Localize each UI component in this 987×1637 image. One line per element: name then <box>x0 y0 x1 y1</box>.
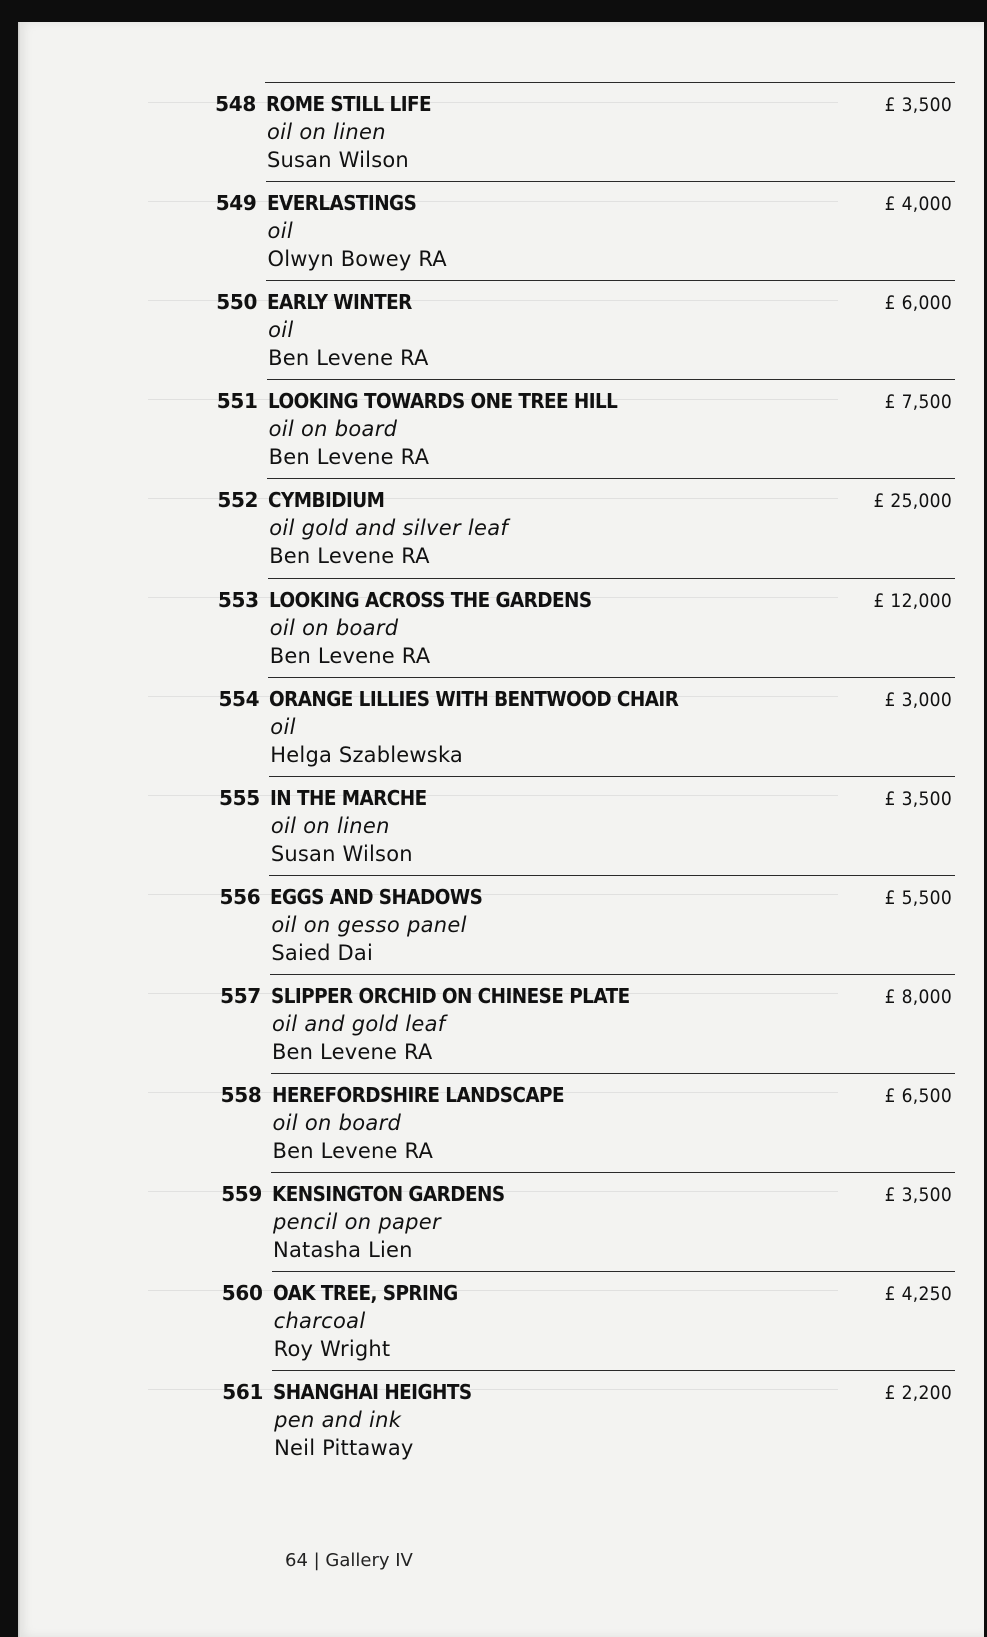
entry-divider <box>270 974 955 975</box>
entry-divider <box>268 578 955 579</box>
entry-divider <box>267 478 955 479</box>
entry-number: 549 <box>215 191 257 216</box>
entry-number: 551 <box>216 389 258 414</box>
catalogue-entry <box>18 1073 984 1172</box>
entry-medium: oil on gesso panel <box>271 912 467 937</box>
entry-artist: Natasha Lien <box>273 1238 413 1263</box>
entry-artist: Susan Wilson <box>270 841 413 866</box>
catalogue-entry <box>18 379 984 478</box>
entry-number: 550 <box>216 290 258 315</box>
entry-artist: Ben Levene RA <box>272 1139 434 1163</box>
entry-price: £ 3,000 <box>884 688 952 711</box>
entry-number: 560 <box>221 1281 263 1306</box>
entry-title: LOOKING TOWARDS ONE TREE HILL <box>267 389 617 414</box>
catalogue-page <box>18 22 984 1637</box>
entry-medium: oil on board <box>269 615 399 640</box>
entry-medium: oil <box>267 219 293 244</box>
entry-medium: oil <box>268 318 294 343</box>
entry-divider <box>271 1172 955 1173</box>
entry-title: SLIPPER ORCHID ON CHINESE PLATE <box>270 983 630 1008</box>
entry-price: £ 7,500 <box>884 391 952 414</box>
entry-title: SHANGHAI HEIGHTS <box>273 1380 472 1405</box>
entry-number: 556 <box>219 884 261 909</box>
entry-number: 555 <box>218 785 260 810</box>
entry-artist: Roy Wright <box>273 1337 391 1362</box>
entry-divider <box>265 82 955 83</box>
entry-medium: charcoal <box>273 1309 366 1334</box>
entry-divider <box>266 280 955 281</box>
entry-artist: Ben Levene RA <box>268 346 429 371</box>
entry-divider <box>266 181 955 182</box>
entry-divider <box>269 776 955 777</box>
catalogue-entry <box>18 1271 984 1370</box>
entry-divider <box>272 1370 955 1371</box>
entry-artist: Ben Levene RA <box>268 445 430 470</box>
catalogue-entry <box>18 875 984 974</box>
entry-price: £ 3,500 <box>884 787 952 810</box>
entry-artist: Ben Levene RA <box>269 544 430 569</box>
entry-price: £ 6,500 <box>884 1085 952 1107</box>
catalogue-entry <box>18 1172 984 1271</box>
entry-price: £ 8,000 <box>884 985 952 1008</box>
entry-number: 553 <box>217 587 259 612</box>
entry-price: £ 6,000 <box>884 292 952 315</box>
entry-title: CYMBIDIUM <box>268 488 385 513</box>
entry-price: £ 4,000 <box>884 193 952 216</box>
entry-title: ROME STILL LIFE <box>266 92 432 116</box>
entry-artist: Susan Wilson <box>267 148 409 172</box>
entry-medium: oil gold and silver leaf <box>269 516 509 541</box>
entry-divider <box>269 875 955 876</box>
entry-artist: Olwyn Bowey RA <box>267 247 447 272</box>
entry-artist: Neil Pittaway <box>274 1436 414 1461</box>
entry-price: £ 3,500 <box>884 1184 952 1207</box>
entry-number: 552 <box>217 488 259 513</box>
entry-title: EVERLASTINGS <box>266 191 416 216</box>
entry-price: £ 5,500 <box>884 886 952 909</box>
entry-number: 559 <box>221 1182 263 1207</box>
entry-price: £ 3,500 <box>884 94 952 116</box>
entry-price: £ 25,000 <box>873 490 952 513</box>
entry-number: 548 <box>215 92 256 116</box>
entry-divider <box>271 1073 956 1074</box>
entry-medium: oil on linen <box>267 120 386 144</box>
entry-title: HEREFORDSHIRE LANDSCAPE <box>271 1083 564 1107</box>
entry-medium: pen and ink <box>274 1408 402 1433</box>
entry-price: £ 4,250 <box>884 1283 952 1306</box>
entry-title: KENSINGTON GARDENS <box>272 1182 505 1207</box>
entry-artist: Helga Szablewska <box>270 742 463 767</box>
catalogue-entry <box>18 478 984 577</box>
catalogue-entry <box>18 578 984 677</box>
page-footer: 64 | Gallery IV <box>285 1550 413 1571</box>
entry-price: £ 12,000 <box>873 589 952 612</box>
entry-number: 561 <box>222 1380 264 1405</box>
catalogue-entry <box>18 280 984 379</box>
entry-title: ORANGE LILLIES WITH BENTWOOD CHAIR <box>269 686 679 711</box>
catalogue-entry <box>18 677 984 776</box>
entry-title: EGGS AND SHADOWS <box>270 884 483 909</box>
entry-number: 558 <box>220 1083 262 1107</box>
entry-title: EARLY WINTER <box>267 290 412 315</box>
entry-number: 554 <box>218 686 260 711</box>
entry-artist: Ben Levene RA <box>269 643 431 668</box>
entry-medium: oil on linen <box>270 813 390 838</box>
catalogue-entry <box>18 776 984 875</box>
entry-artist: Saied Dai <box>271 940 374 965</box>
entry-artist: Ben Levene RA <box>271 1039 433 1064</box>
entry-divider <box>268 677 955 678</box>
entry-divider <box>272 1271 955 1272</box>
entry-divider <box>267 379 955 380</box>
entry-title: LOOKING ACROSS THE GARDENS <box>268 587 592 612</box>
entry-medium: oil and gold leaf <box>271 1011 446 1036</box>
entry-medium: pencil on paper <box>273 1210 441 1235</box>
entry-medium: oil <box>270 714 296 739</box>
catalogue-entry <box>18 82 984 181</box>
entry-medium: oil on board <box>268 417 398 442</box>
catalogue-entry <box>18 974 984 1073</box>
entry-number: 557 <box>220 983 261 1008</box>
entry-price: £ 2,200 <box>884 1382 952 1405</box>
entry-title: IN THE MARCHE <box>269 785 427 810</box>
catalogue-entry <box>18 181 984 280</box>
entry-medium: oil on board <box>272 1111 402 1135</box>
entry-title: OAK TREE, SPRING <box>272 1281 458 1306</box>
catalogue-entry <box>18 1370 984 1469</box>
